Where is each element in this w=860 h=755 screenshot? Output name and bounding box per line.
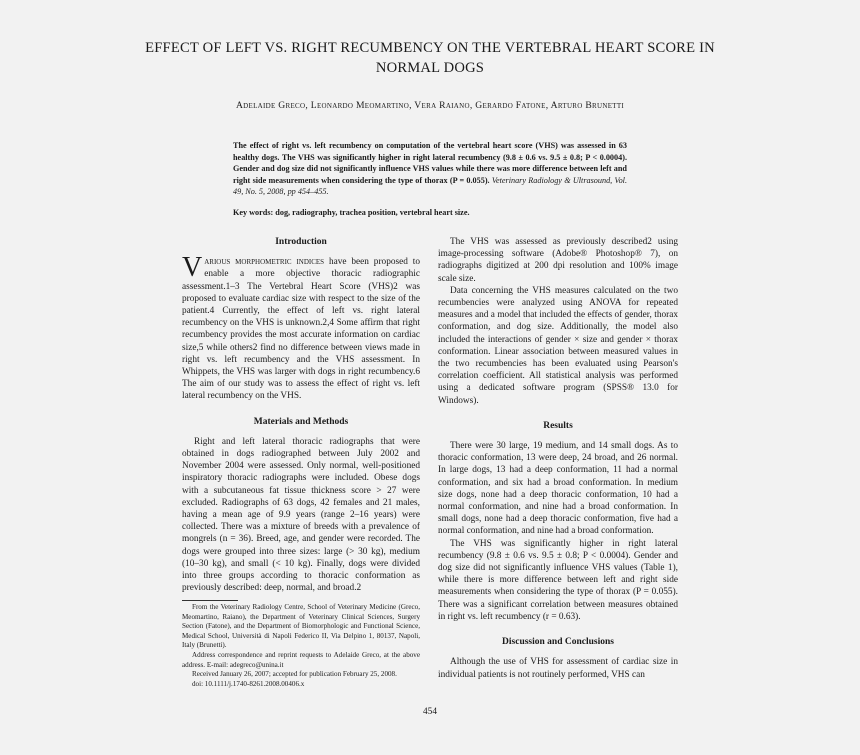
methods-paragraph-2: The VHS was assessed as previously described2 using image-processing software (Adobe® Photoshop® 7), on radiographs digitized at 200 dpi resolution and 100% image scale size. — [438, 237, 678, 284]
results-paragraph-1: There were 30 large, 19 medium, and 14 small dogs. As to thoracic conformation, 13 were deep, 24 broad, and 26 normal. In large dogs, 13 had a deep conformation, 11 had a normal conformation, and six had a broad conformation. In medium size dogs, none had a deep thoracic conformation, 10 had a normal conformation, and nine had a broad conformation. In small dogs, none had a deep thoracic conformation, five had a normal conformation, and nine had a broad conformation. — [438, 441, 678, 537]
right-column — [438, 236, 678, 681]
paper-title: EFFECT OF LEFT VS. RIGHT RECUMBENCY ON THE VERTEBRAL HEART SCORE IN NORMAL DOGS — [145, 40, 715, 76]
footnote-doi: doi: 10.1111/j.1740-8261.2008.00406.x — [192, 679, 305, 688]
discussion-paragraph-1: Although the use of VHS for assessment of cardiac size in individual patients is not routinely performed, VHS can — [438, 657, 678, 680]
abstract-text: The effect of right vs. left recumbency on computation of the vertebral heart score (VHS) was assessed in 63 healthy dogs. The VHS was significantly higher in right lateral recumbency (9.8 ± 0.6 vs. 9.5 ± 0.8; P < 0.0004). Gender and dog size did not significantly influence VHS values while there was more difference between left and right side measurements when considering the type of thorax (P = 0.055). — [233, 141, 627, 185]
methods-heading: Materials and Methods — [253, 416, 349, 427]
methods-paragraph-1: Right and left lateral thoracic radiographs that were obtained in dogs radiographed between July 2002 and November 2004 were assessed. Only normal, well-positioned inspiratory thoracic radiographs were included. Obese dogs with a subcutaneous fat tissue thickness score > 27 were excluded. Radiographs of 63 dogs, 42 females and 21 males, having a mean age of 9.9 years (range 2–16 years) were collected. There was a mixture of breeds with a prevalence of mongrels (n = 36). Breed, age, and gender were recorded. The dogs were grouped into three sizes: large (> 30 kg), medium (10–30 kg), and small (< 10 kg). Finally, dogs were divided into three groups according to thoracic conformation as previously described: deep, normal, and broad.2 — [182, 436, 420, 594]
footnote — [182, 603, 420, 689]
intro-smallcaps: arious morphometric indices — [204, 257, 325, 268]
discussion-heading: Discussion and Conclusions — [502, 637, 614, 648]
footnote-affiliation: From the Veterinary Radiology Centre, School of Veterinary Medicine (Greco, Meomartino, Raiano), the Department of Veterinary Clinical Sciences, Surgery Section (Fatone), and the Department of Biomorphologic and Functional Science, Medical School, Università di Napoli Federico II, Via Delpino 1, 80137, Napoli, Italy (Brunetti). — [182, 603, 420, 650]
left-column — [182, 236, 420, 594]
introduction-heading: Introduction — [275, 237, 327, 247]
introduction-paragraph — [182, 252, 420, 402]
abstract-citation: Veterinary Radiology & Ultrasound, Vol. 49, No. 5, 2008, pp 454–455. — [233, 175, 628, 197]
footnote-correspondence: Address correspondence and reprint requests to Adelaide Greco, at the above address. E-mail: adegreco@unina.it — [182, 650, 420, 669]
intro-text: have been proposed to enable a more objective thoracic radiographic assessment.1–3 The Vertebral Heart Score (VHS)2 was proposed to evaluate cardiac size with respect to the size of the patient.4 Currently, the effect of left vs. right lateral recumbency on the VHS is unknown.2,4 Some affirm that right recumbency provides the most accurate information on cardiac size,5 while others2 find no difference between views made in right vs. left recumbency and the VHS assessment. In Whippets, the VHS was larger with dogs in right recumbency.6 The aim of our study was to assess the effect of right vs. left lateral recumbency on the VHS. — [182, 257, 420, 402]
footnote-rule — [182, 600, 238, 601]
results-paragraph-2: The VHS was significantly higher in right lateral recumbency (9.8 ± 0.6 vs. 9.5 ± 0.8; P < 0.0004). Gender and dog size did not significantly influence VHS values (Table 1), while there is more difference between left and right side measurements when considering the type of thorax (P = 0.055). There was a significant correlation between measures obtained in right vs. left recumbency (r = 0.63). — [438, 538, 678, 622]
author-list: Adelaide Greco, Leonardo Meomartino, Vera Raiano, Gerardo Fatone, Arturo Brunetti — [235, 100, 625, 111]
footnote-received: Received January 26, 2007; accepted for publication February 25, 2008. — [192, 670, 397, 679]
methods-paragraph-3: Data concerning the VHS measures calculated on the two recumbencies were analyzed using ANOVA for repeated measures and a model that included the effects of gender, thorax conformation, and dog size. Additionally, the model also included the interactions of gender × size and gender × thorax conformation. Linear association between measured values in the two recumbencies has been evaluated using Pearson's correlation coefficient. All statistical analysis was performed using a dedicated software program (SPSS® 13.0 for Windows). — [438, 285, 678, 406]
results-heading: Results — [543, 420, 573, 431]
drop-cap: V — [182, 252, 203, 284]
keywords: Key words: dog, radiography, trachea position, vertebral heart size. — [233, 208, 470, 217]
page-number: 454 — [423, 707, 437, 717]
abstract — [233, 140, 627, 198]
